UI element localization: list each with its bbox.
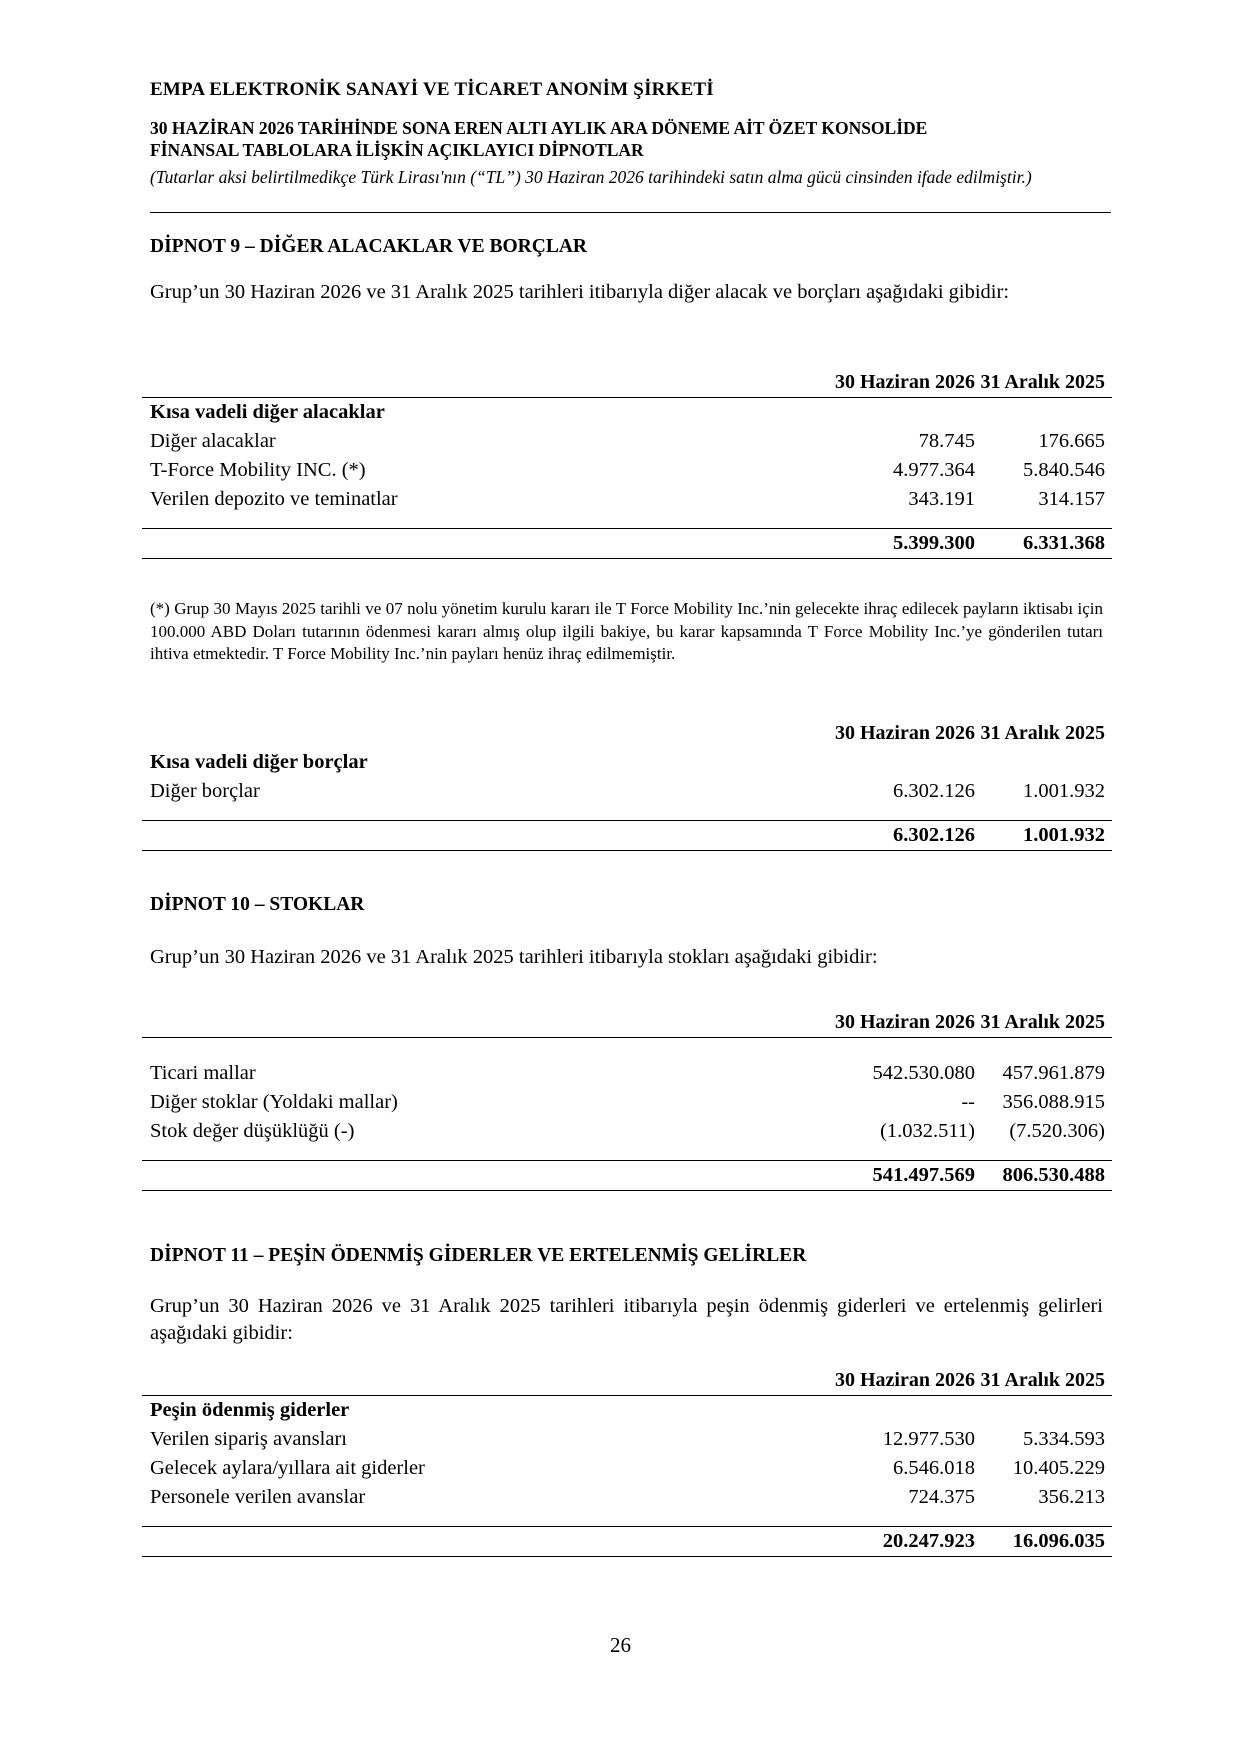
column-header-2: 31 Aralık 2025 bbox=[980, 371, 1105, 393]
row-label: Diğer borçlar bbox=[150, 780, 260, 802]
column-header-1: 30 Haziran 2026 bbox=[835, 722, 975, 744]
table-header-row bbox=[142, 719, 1112, 748]
section-heading-row bbox=[142, 748, 1112, 777]
company-name: EMPA ELEKTRONİK SANAYİ VE TİCARET ANONİM ŞİRKETİ bbox=[150, 79, 714, 100]
note10-title: DİPNOT 10 – STOKLAR bbox=[150, 894, 365, 915]
total-value-2: 806.530.488 bbox=[1002, 1164, 1105, 1186]
column-header-1: 30 Haziran 2026 bbox=[835, 1011, 975, 1033]
note9-receivables-table bbox=[142, 368, 1112, 559]
row-value-2: 457.961.879 bbox=[1002, 1062, 1105, 1084]
column-header-2: 31 Aralık 2025 bbox=[980, 722, 1105, 744]
column-header-1: 30 Haziran 2026 bbox=[835, 371, 975, 393]
column-header-1: 30 Haziran 2026 bbox=[835, 1369, 975, 1391]
total-value-2: 6.331.368 bbox=[1023, 532, 1105, 554]
table-row bbox=[142, 427, 1112, 456]
table-row bbox=[142, 1117, 1112, 1146]
row-label: Personele verilen avanslar bbox=[150, 1486, 366, 1508]
table-row bbox=[142, 456, 1112, 485]
note9-title: DİPNOT 9 – DİĞER ALACAKLAR VE BORÇLAR bbox=[150, 236, 588, 257]
section-label: Peşin ödenmiş giderler bbox=[150, 1399, 350, 1421]
table-row bbox=[142, 485, 1112, 514]
note11-prepaid-table bbox=[142, 1366, 1112, 1557]
section-label: Kısa vadeli diğer borçlar bbox=[150, 751, 368, 773]
subtitle-line-1: 30 HAZİRAN 2026 TARİHİNDE SONA EREN ALTI AYLIK ARA DÖNEME AİT ÖZET KONSOLİDE bbox=[150, 118, 928, 138]
report-subtitle bbox=[150, 117, 1110, 161]
row-label: Stok değer düşüklüğü (-) bbox=[150, 1120, 355, 1142]
table-row bbox=[142, 1483, 1112, 1512]
total-value-1: 5.399.300 bbox=[893, 532, 975, 554]
row-value-2: 314.157 bbox=[1038, 488, 1105, 510]
row-label: Verilen sipariş avansları bbox=[150, 1428, 347, 1450]
row-value-2: 176.665 bbox=[1038, 430, 1105, 452]
table-row bbox=[142, 777, 1112, 806]
note9-intro: Grup’un 30 Haziran 2026 ve 31 Aralık 2025 tarihleri itibarıyla diğer alacak ve borçları aşağıdaki gibidir: bbox=[150, 281, 1010, 303]
total-row bbox=[142, 1161, 1112, 1190]
row-value-1: 4.977.364 bbox=[893, 459, 975, 481]
row-label: Diğer stoklar (Yoldaki mallar) bbox=[150, 1091, 398, 1113]
row-label: Diğer alacaklar bbox=[150, 430, 276, 452]
row-label: T-Force Mobility INC. (*) bbox=[150, 459, 366, 481]
currency-note: (Tutarlar aksi belirtilmedikçe Türk Lirası'nın (“TL”) 30 Haziran 2026 tarihindeki satın alma gücü cinsinden ifade edilmiştir.) bbox=[150, 167, 1032, 187]
row-value-2: 1.001.932 bbox=[1023, 780, 1105, 802]
subtitle-line-2: FİNANSAL TABLOLARA İLİŞKİN AÇIKLAYICI DİPNOTLAR bbox=[150, 140, 644, 160]
row-value-1: 6.546.018 bbox=[893, 1457, 975, 1479]
section-heading-row bbox=[142, 398, 1112, 427]
row-value-1: 542.530.080 bbox=[872, 1062, 975, 1084]
table-row bbox=[142, 1425, 1112, 1454]
section-heading-row bbox=[142, 1396, 1112, 1425]
row-value-1: 12.977.530 bbox=[882, 1428, 975, 1450]
row-value-2: 5.840.546 bbox=[1023, 459, 1105, 481]
row-value-2: 356.213 bbox=[1038, 1486, 1105, 1508]
row-label: Ticari mallar bbox=[150, 1062, 256, 1084]
row-label: Gelecek aylara/yıllara ait giderler bbox=[150, 1457, 425, 1479]
section-label: Kısa vadeli diğer alacaklar bbox=[150, 401, 385, 423]
total-bottom-rule bbox=[142, 850, 1112, 851]
total-row bbox=[142, 529, 1112, 558]
note10-inventory-table bbox=[142, 1008, 1112, 1191]
total-value-1: 20.247.923 bbox=[882, 1530, 975, 1552]
total-value-2: 1.001.932 bbox=[1023, 824, 1105, 846]
table-header-row bbox=[142, 368, 1112, 397]
row-value-2: 356.088.915 bbox=[1002, 1091, 1105, 1113]
table-row bbox=[142, 1454, 1112, 1483]
total-row bbox=[142, 1527, 1112, 1556]
table-header-row bbox=[142, 1366, 1112, 1395]
total-row bbox=[142, 821, 1112, 850]
row-value-1: -- bbox=[961, 1091, 975, 1113]
row-value-2: 5.334.593 bbox=[1023, 1428, 1105, 1450]
note11-title: DİPNOT 11 – PEŞİN ÖDENMİŞ GİDERLER VE ERTELENMİŞ GELİRLER bbox=[150, 1245, 807, 1266]
note9-payables-table bbox=[142, 719, 1112, 851]
row-value-2: 10.405.229 bbox=[1012, 1457, 1105, 1479]
page-number: 26 bbox=[610, 1633, 631, 1657]
total-bottom-rule bbox=[142, 1190, 1112, 1191]
note9-footnote: (*) Grup 30 Mayıs 2025 tarihli ve 07 nolu yönetim kurulu kararı ile T Force Mobility Inc.’nin gelecekte ihraç edilecek payların iktisabı için 100.000 ABD Doları tutarının ödenmesi kararı almış olup ilgili bakiye, bu karar kapsamında T Force Mobility Inc.’ye gönderilen tutarı ihtiva etmektedir. T Force Mobility Inc.’nin payları henüz ihraç edilmemiştir. bbox=[150, 599, 1103, 663]
row-value-1: (1.032.511) bbox=[880, 1120, 975, 1142]
table-row bbox=[142, 1088, 1112, 1117]
row-value-1: 724.375 bbox=[908, 1486, 975, 1508]
column-header-2: 31 Aralık 2025 bbox=[980, 1369, 1105, 1391]
total-value-1: 541.497.569 bbox=[872, 1164, 975, 1186]
total-bottom-rule bbox=[142, 558, 1112, 559]
row-value-1: 78.745 bbox=[918, 430, 975, 452]
row-value-2: (7.520.306) bbox=[1009, 1120, 1105, 1142]
total-bottom-rule bbox=[142, 1556, 1112, 1557]
row-value-1: 6.302.126 bbox=[893, 780, 975, 802]
row-value-1: 343.191 bbox=[908, 488, 975, 510]
total-value-1: 6.302.126 bbox=[893, 824, 975, 846]
note11-intro: Grup’un 30 Haziran 2026 ve 31 Aralık 2025 tarihleri itibarıyla peşin ödenmiş giderleri ve ertelenmiş gelirleri aşağıdaki gibidir: bbox=[150, 1295, 1103, 1344]
row-label: Verilen depozito ve teminatlar bbox=[150, 488, 398, 510]
table-header-row bbox=[142, 1008, 1112, 1037]
total-value-2: 16.096.035 bbox=[1012, 1530, 1105, 1552]
header-divider bbox=[150, 212, 1111, 213]
note10-intro: Grup’un 30 Haziran 2026 ve 31 Aralık 2025 tarihleri itibarıyla stokları aşağıdaki gibidir: bbox=[150, 946, 878, 968]
table-row bbox=[142, 1059, 1112, 1088]
column-header-2: 31 Aralık 2025 bbox=[980, 1011, 1105, 1033]
